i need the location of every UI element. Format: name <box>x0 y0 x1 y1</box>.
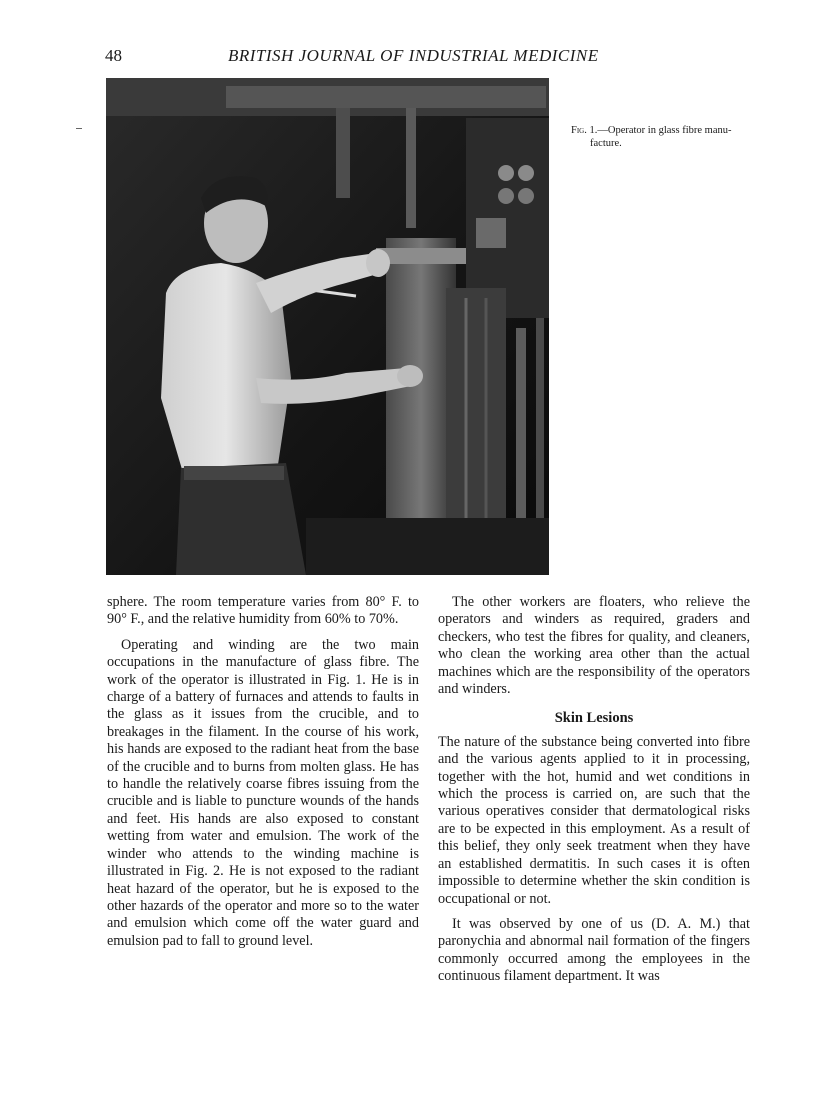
paragraph: The other workers are floaters, who relieve the operators and winders as required, graders and checkers, who test the fibres for quality, and cleaners, who clean the working area other than the actual machines which are the responsibility of the operators and winders. <box>438 594 750 698</box>
paragraph: sphere. The room temperature varies from 80° F. to 90° F., and the relative humidity from 60% to 70%. <box>107 594 419 628</box>
caption-text-continued: facture. <box>590 138 622 149</box>
figure-label: Fig. 1. <box>571 125 598 136</box>
paragraph: The nature of the substance being converted into fibre and the various agents applied to it in processing, together with the hot, humid and wet conditions in which the process is carried on, are such that the various operatives consider that dermatological risks are to be expected in this employment. As a result of this belief, they only seek treatment when they have an established dermatitis. In such cases it is often impossible to determine whether the skin condition is occupational or not. <box>438 733 750 907</box>
section-heading: Skin Lesions <box>554 710 634 727</box>
figure-1-caption <box>571 124 761 150</box>
figure-1-photograph <box>106 78 549 575</box>
paragraph: Operating and winding are the two main occupations in the manufacture of glass fibre. The work of the operator is illustrated in Fig. 1. He is in charge of a battery of furnaces and attends to faults in the glass as it issues from the crucible, and to breakages in the filament. In the course of his work, his hands are exposed to the radiant heat from the base of the crucible and to burns from molten glass. He has to handle the relatively coarse fibres issuing from the crucible and is liable to puncture wounds of the hands and feet. His hands are also exposed to constant wetting from water and emulsion. The work of the winder who attends to the winding machine is illustrated in Fig. 2. He is not exposed to the radiant heat hazard of the operator, but he is exposed to the other hazards of the operator and more so to the water and emulsion which come off the water guard and emulsion pad to fall to ground level. <box>107 636 419 949</box>
margin-mark <box>76 128 82 129</box>
caption-text: —Operator in glass fibre manu- <box>597 125 732 136</box>
right-text-column <box>438 594 750 994</box>
left-text-column <box>107 594 419 958</box>
journal-running-head: BRITISH JOURNAL OF INDUSTRIAL MEDICINE <box>228 46 599 65</box>
page-number: 48 <box>105 46 122 65</box>
paragraph: It was observed by one of us (D. A. M.) that paronychia and abnormal nail formation of the fingers commonly occurred among the employees in the continuous filament department. It was <box>438 915 750 985</box>
